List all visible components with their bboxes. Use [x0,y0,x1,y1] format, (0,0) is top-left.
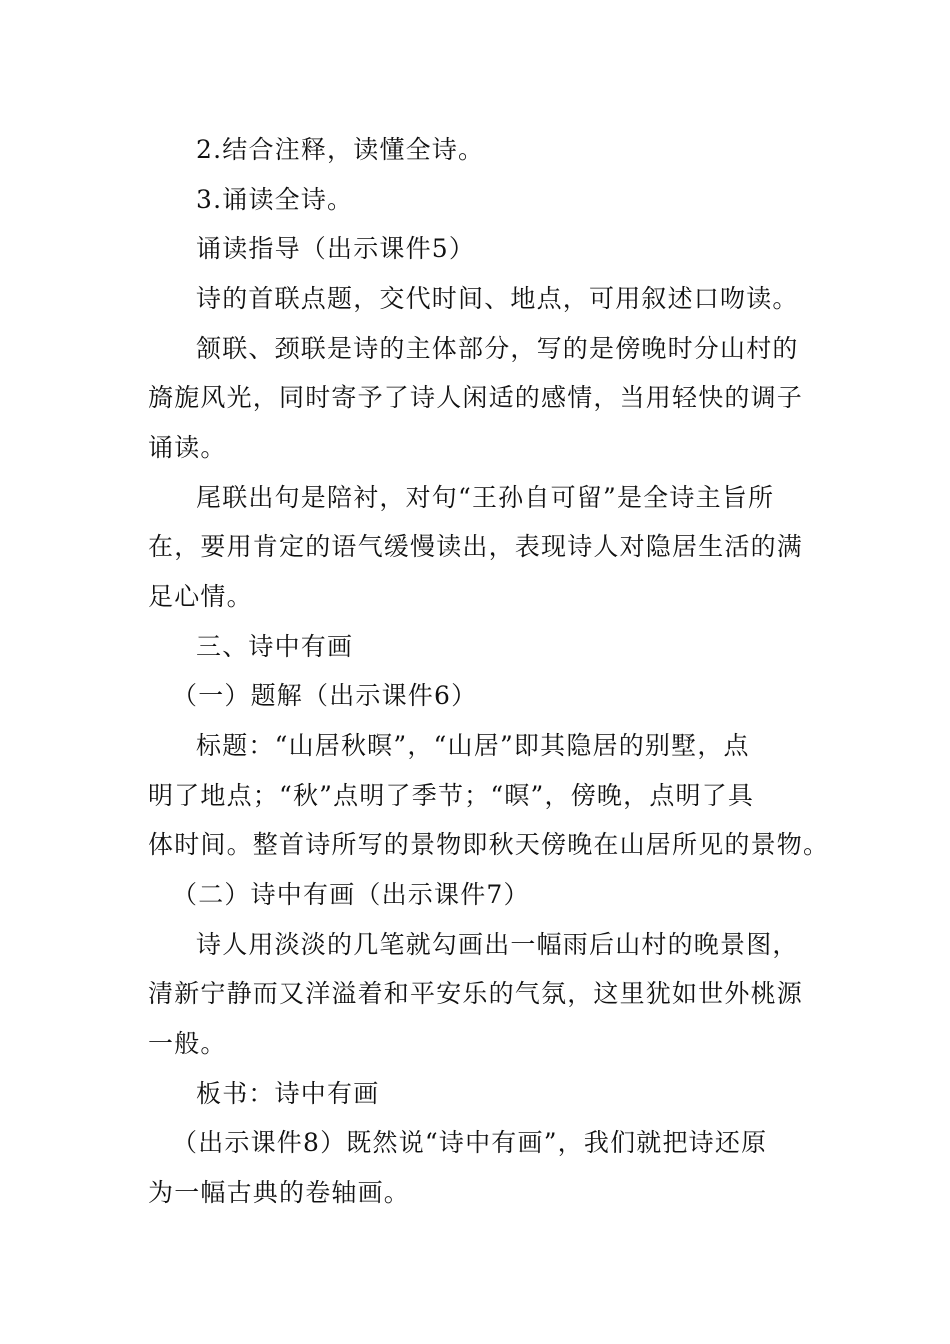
text-line: 标题：“山居秋暝”，“山居”即其隐居的别墅，点 [196,731,750,760]
text-line: （出示课件8）既然说“诗中有画”，我们就把诗还原 [172,1128,768,1157]
subsection-heading: （一）题解（出示课件6） [172,681,478,710]
section-heading: 三、诗中有画 [196,632,354,661]
text-line: 2.结合注释，读懂全诗。 [196,135,485,164]
text-line: 一般。 [148,1029,227,1058]
text-line: 体时间。整首诗所写的景物即秋天傍晚在山居所见的景物。 [148,830,830,859]
text-line: 尾联出句是陪衬，对句“王孙自可留”是全诗主旨所 [196,483,775,512]
text-line: 颔联、颈联是诗的主体部分，写的是傍晚时分山村的 [196,334,799,363]
text-line: 足心情。 [148,582,253,611]
text-line: 诗人用淡淡的几笔就勾画出一幅雨后山村的晚景图， [196,930,799,959]
text-line: 为一幅古典的卷轴画。 [148,1178,411,1207]
text-line: 明了地点；“秋”点明了季节；“暝”，傍晚，点明了具 [148,781,755,810]
text-line: 诵读指导（出示课件5） [196,234,476,263]
text-line: 诗的首联点题，交代时间、地点，可用叙述口吻读。 [196,284,799,313]
subsection-heading: （二）诗中有画（出示课件7） [172,880,530,909]
text-line: 在，要用肯定的语气缓慢读出，表现诗人对隐居生活的满 [148,532,804,561]
text-line: 板书：诗中有画 [196,1079,380,1108]
text-line: 3.诵读全诗。 [196,185,354,214]
text-line: 诵读。 [148,433,227,462]
text-line: 清新宁静而又洋溢着和平安乐的气氛，这里犹如世外桃源 [148,979,804,1008]
text-line: 旖旎风光，同时寄予了诗人闲适的感情，当用轻快的调子 [148,383,804,412]
